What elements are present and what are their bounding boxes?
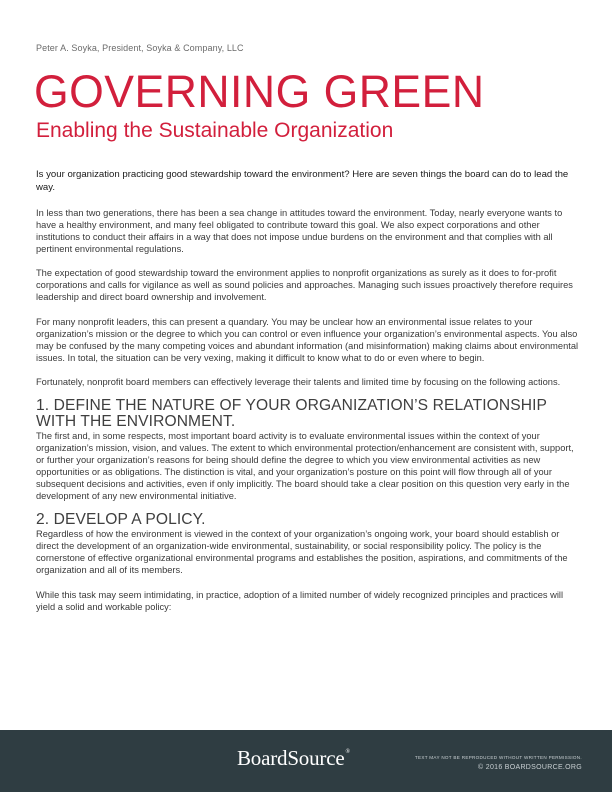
article-body bbox=[36, 168, 582, 613]
intro-paragraph: Is your organization practicing good stewardship toward the environment? Here are seven things the board can do to lead the way. bbox=[36, 169, 569, 193]
document-title: GOVERNING GREEN bbox=[34, 66, 485, 117]
body-paragraph: In less than two generations, there has been a sea change in attitudes toward the environment. Today, nearly everyone wants to have a healthy environment, and many feel obligated to contribute toward this goal. We also expect corporations and other institutions to conduct their affairs in a way that does not impose undue burdens on the environment and that complies with all pertinent environmental regulations. bbox=[36, 207, 563, 254]
footer-bar bbox=[0, 730, 612, 792]
reproduction-notice: TEXT MAY NOT BE REPRODUCED WITHOUT WRITTEN PERMISSION. bbox=[414, 755, 582, 760]
section-body-2: Regardless of how the environment is viewed in the context of your organization’s ongoing work, your board should establish or direct the development of an organization-wide environmental, sustainability, or social responsibility policy. The policy is the cornerstone of effective organizational environmental programs and establishes the position, aspirations, and commitments of the organization and all of its members. bbox=[36, 529, 568, 575]
body-paragraph: The expectation of good stewardship toward the environment applies to nonprofit organizations as surely as it does to for-profit corporations and calls for vigilance as well as sound policies and approaches. Managing such issues proactively therefore requires leadership and direct board ownership and involvement. bbox=[36, 268, 573, 302]
author-byline: Peter A. Soyka, President, Soyka & Company, LLC bbox=[36, 43, 244, 53]
section-heading-1: 1. DEFINE THE NATURE OF YOUR ORGANIZATION’S RELATIONSHIP WITH THE ENVIRONMENT. bbox=[36, 397, 547, 430]
section-heading-2: 2. DEVELOP A POLICY. bbox=[36, 511, 206, 528]
section-body-2-continued: While this task may seem intimidating, in practice, adoption of a limited number of widely recognized principles and practices will yield a solid and workable policy: bbox=[36, 589, 564, 612]
body-paragraph: Fortunately, nonprofit board members can effectively leverage their talents and limited time by focusing on the following actions. bbox=[36, 377, 561, 387]
section-body-1: The first and, in some respects, most important board activity is to evaluate environmental issues within the context of your organization’s mission, vision, and values. The extent to which environmental protection/enhancement are consistent with, support, or further your organization’s reasons for being should define the degree to which you view environmental activities as new opportunities or as obligations. The distinction is vital, and your organization’s posture on this point will flow through all of your subsequent decisions and activities, even if only implicitly. The board should take a clear position on this question very early in the development of any new environmental initiative. bbox=[36, 431, 574, 501]
document-subtitle: Enabling the Sustainable Organization bbox=[36, 119, 394, 142]
boardsource-logo: BoardSource® bbox=[237, 746, 350, 770]
copyright-notice: © 2016 BOARDSOURCE.ORG bbox=[478, 764, 582, 771]
body-paragraph: For many nonprofit leaders, this can present a quandary. You may be unclear how an environmental issue relates to your organization’s mission or the degree to which you can control or even influence your organization’s environmental aspects. You also may be confused by the many competing voices and abundant information (and misinformation) making claims about environmental issues. In total, the situation can be very vexing, making it difficult to know what to do or even where to begin. bbox=[36, 316, 579, 363]
